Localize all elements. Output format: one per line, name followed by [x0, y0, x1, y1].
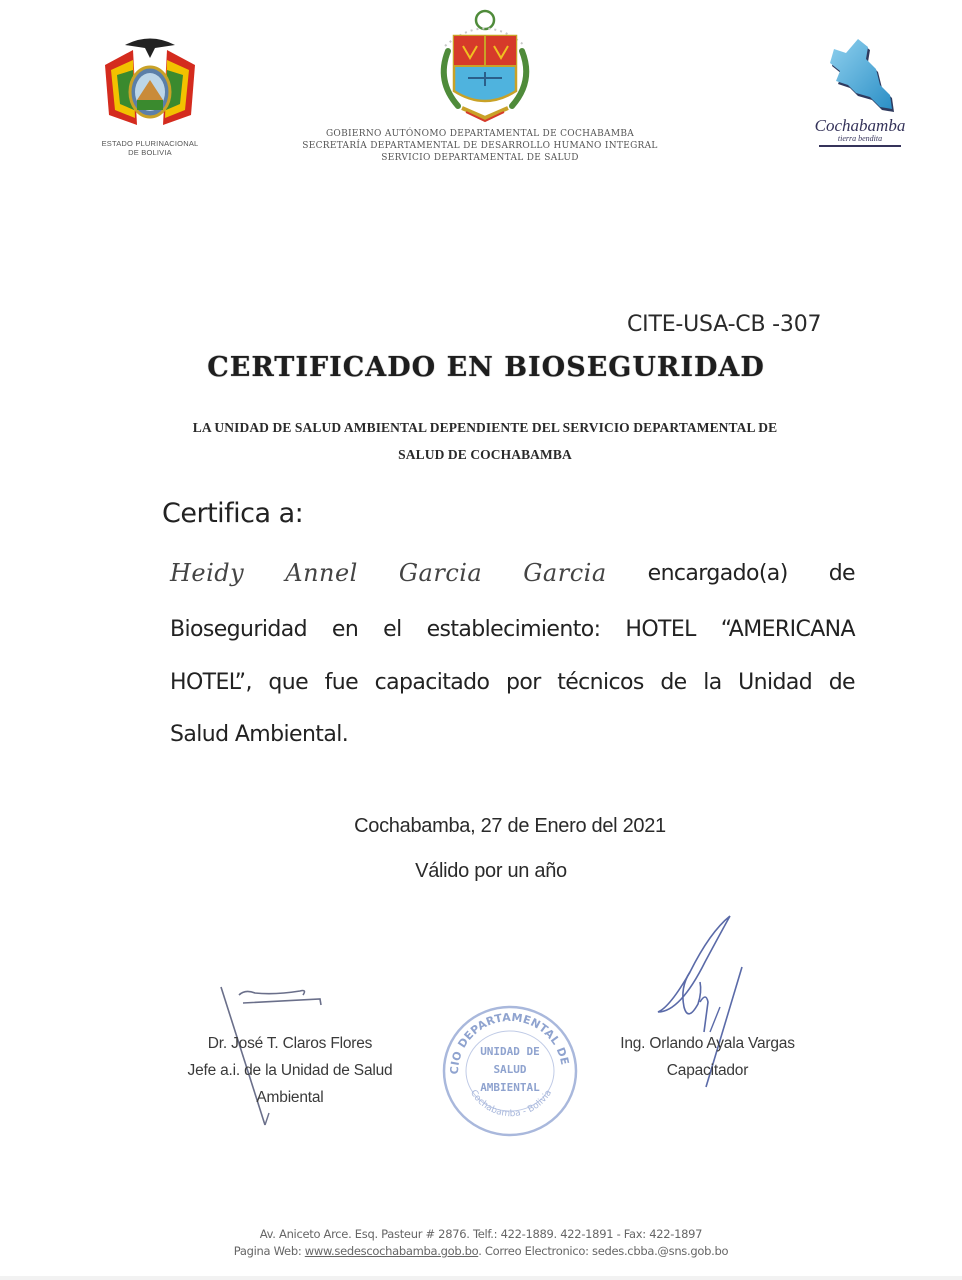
left-logo-caption-line: DE BOLIVIA	[128, 148, 172, 157]
page-bottom-edge	[0, 1276, 962, 1280]
cochabamba-map-icon	[820, 35, 900, 117]
left-logo-caption-line: ESTADO PLURINACIONAL	[101, 139, 199, 148]
recipient-middle-name: Annel	[285, 559, 358, 587]
brand-tagline: tierra bendita	[837, 134, 883, 143]
footer-address: Av. Aniceto Arce. Esq. Pasteur # 2876. Telf.: 422-1889. 422-1891 - Fax: 422-1897	[259, 1227, 703, 1241]
website-link[interactable]: www.sedescochabamba.gob.bo	[304, 1244, 479, 1258]
body-line: Salud Ambiental.	[170, 722, 349, 747]
role-text: encargado(a)	[647, 560, 788, 586]
recipient-line	[170, 553, 855, 593]
signatory-right-role: Capacitador	[666, 1062, 749, 1079]
recipient-surname-2: Garcia	[523, 559, 607, 587]
svg-text:AMBIENTAL: AMBIENTAL	[480, 1081, 540, 1094]
document-title: CERTIFICADO EN BIOSEGURIDAD	[207, 352, 765, 383]
svg-text:Cochabamba - Bolivia: Cochabamba - Bolivia	[467, 1088, 555, 1120]
footer-web-label: Pagina Web:	[233, 1244, 305, 1258]
cochabamba-brand-logo	[805, 35, 915, 147]
signatory-right	[600, 1030, 815, 1084]
issuing-unit-subtitle	[160, 414, 810, 468]
cite-reference: CITE-USA-CB -307	[627, 312, 822, 337]
svg-text:SALUD: SALUD	[493, 1063, 527, 1076]
signatory-left-role: Jefe a.i. de la Unidad de Salud	[187, 1062, 393, 1079]
certifica-label: Certifica a:	[162, 498, 304, 529]
svg-text:UNIDAD DE: UNIDAD DE	[480, 1045, 540, 1058]
subtitle-line: SALUD DE COCHABAMBA	[398, 447, 572, 462]
issue-date: Cochabamba, 27 de Enero del 2021	[354, 815, 666, 837]
signatory-right-name: Ing. Orlando Ayala Vargas	[620, 1035, 795, 1052]
subtitle-line: LA UNIDAD DE SALUD AMBIENTAL DEPENDIENTE DEL SERVICIO DEPARTAMENTAL DE	[192, 420, 778, 435]
body-line: HOTEL”, que fue capacitado por técnicos de la Unidad de	[170, 670, 855, 695]
official-stamp-icon	[435, 993, 580, 1138]
recipient-first-name: Heidy	[170, 559, 245, 587]
footer-web-line	[0, 1243, 962, 1260]
footer-email: . Correo Electronico: sedes.cbba.@sns.gob.bo	[478, 1244, 729, 1258]
body-line: Bioseguridad en el establecimiento: HOTEL “AMERICANA	[170, 617, 855, 642]
validity-period: Válido por un año	[415, 860, 567, 882]
header-line-health-service: SERVICIO DEPARTAMENTAL DE SALUD	[381, 153, 579, 163]
header-line-government: GOBIERNO AUTÓNOMO DEPARTAMENTAL DE COCHABAMBA	[325, 129, 635, 139]
bolivia-coat-of-arms-logo	[90, 30, 210, 157]
issuing-authority-header	[280, 128, 680, 164]
svg-text:SERVICIO DEPARTAMENTAL DE SALU: SERVICIO DEPARTAMENTAL DE SALUD	[435, 993, 572, 1075]
signatory-left-name: Dr. José T. Claros Flores	[207, 1035, 373, 1052]
bolivia-coat-of-arms-icon	[95, 30, 205, 135]
role-text-de: de	[828, 560, 855, 586]
header-line-secretariat: SECRETARÍA DEPARTAMENTAL DE DESARROLLO HUMANO INTEGRAL	[302, 141, 658, 151]
cochabamba-department-shield-logo	[430, 6, 540, 129]
signatory-left	[165, 1030, 415, 1111]
cochabamba-department-shield-icon	[430, 6, 540, 124]
brand-underline	[819, 145, 901, 147]
brand-name: Cochabamba	[814, 116, 906, 135]
recipient-surname-1: Garcia	[398, 559, 483, 587]
footer-contact	[0, 1226, 962, 1260]
signatory-left-role: Ambiental	[256, 1089, 324, 1106]
